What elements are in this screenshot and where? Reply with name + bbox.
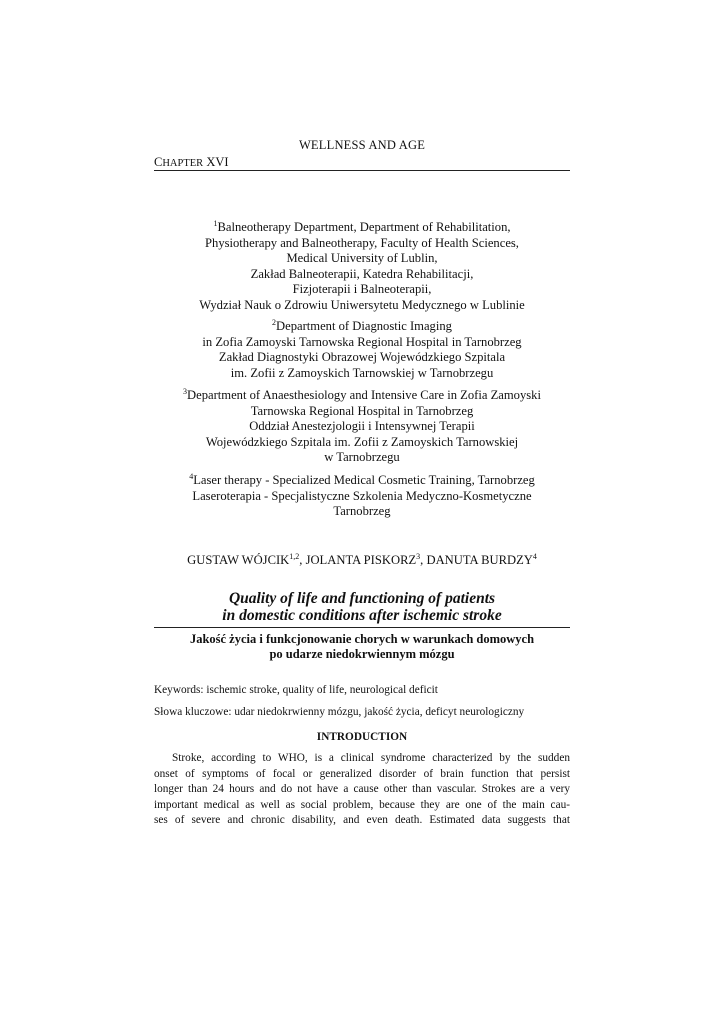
affiliation-marker: 4 <box>189 472 194 481</box>
affiliation-2 <box>154 319 570 381</box>
subtitle-line: po udarze niedokrwiennym mózgu <box>269 647 455 661</box>
affiliation-line: Laseroterapia - Specjalistyczne Szkolenia Medyczno-Kosmetyczne <box>192 488 532 503</box>
affiliation-3 <box>154 388 570 466</box>
affiliation-line: Physiotherapy and Balneotherapy, Faculty of Health Sciences, <box>205 235 519 250</box>
affiliation-line: Oddział Anestezjologii i Intensywnej Terapii <box>249 419 475 433</box>
chapter-number: XVI <box>206 155 229 169</box>
paragraph-line: onset of symptoms of focal or generalized disorder of brain function that persist <box>154 767 570 780</box>
paragraph-line: important medical as well as social problem, because they are one of the main cau- <box>154 798 570 811</box>
title-rule <box>154 627 570 628</box>
title-line: Quality of life and functioning of patients <box>228 590 496 607</box>
paragraph-line: longer than 24 hours and do not have a cause other than vascular. Strokes are a very <box>154 783 570 796</box>
author-list <box>154 553 570 568</box>
affiliation-marker: 1 <box>213 219 218 228</box>
keywords-polish: Słowa kluczowe: udar niedokrwienny mózgu, jakość życia, deficyt neurologiczny <box>154 706 525 718</box>
running-title: WELLNESS AND AGE <box>298 138 426 152</box>
affiliation-line: in Zofia Zamoyski Tarnowska Regional Hospital in Tarnobrzeg <box>202 334 522 349</box>
affiliation-4 <box>154 473 570 520</box>
author-name: GUSTAW WÓJCIK <box>187 553 290 567</box>
chapter-initial: C <box>154 155 163 169</box>
affiliation-line: Medical University of Lublin, <box>286 251 438 265</box>
paragraph-line: Stroke, according to WHO, is a clinical syndrome characterized by the sudden <box>172 752 570 764</box>
keywords-english: Keywords: ischemic stroke, quality of life, neurological deficit <box>154 684 438 696</box>
affiliation-line: Zakład Diagnostyki Obrazowej Wojewódzkiego Szpitala <box>218 350 506 364</box>
subtitle-line: Jakość życia i funkcjonowanie chorych w warunkach domowych <box>189 632 535 646</box>
affiliation-line: w Tarnobrzegu <box>324 450 400 464</box>
chapter-word: HAPTER <box>162 158 204 169</box>
affiliation-1 <box>154 220 570 313</box>
affiliation-line: Tarnowska Regional Hospital in Tarnobrzeg <box>250 403 474 418</box>
affiliation-line: Tarnobrzeg <box>333 504 391 518</box>
affiliation-line: Wydział Nauk o Zdrowiu Uniwersytetu Medycznego w Lublinie <box>199 297 525 312</box>
author-separator: , <box>299 553 306 567</box>
author-name: DANUTA BURDZY <box>426 553 533 567</box>
affiliation-marker: 3 <box>183 387 188 396</box>
author-name: JOLANTA PISKORZ <box>305 553 417 567</box>
section-heading: INTRODUCTION <box>316 731 408 743</box>
author-affiliation-marker: 4 <box>532 552 537 561</box>
body-paragraph <box>154 751 570 829</box>
title-line: in domestic conditions after ischemic stroke <box>222 607 502 624</box>
affiliation-line: Wojewódzkiego Szpitala im. Zofii z Zamoyskich Tarnowskiej <box>205 434 519 449</box>
affiliation-line: Fizjoterapii i Balneoterapii, <box>292 282 432 296</box>
author-separator: , <box>420 553 427 567</box>
paragraph-line: ses of severe and chronic disability, and even death. Estimated data suggests that <box>154 814 570 827</box>
header-rule <box>154 170 570 171</box>
affiliation-line: $^1$Balneotherapy Department, Department of Rehabilitation, <box>213 219 511 234</box>
article-title <box>154 590 570 624</box>
affiliation-marker: 2 <box>272 318 277 327</box>
chapter-label <box>154 155 229 170</box>
affiliation-line: $^4$Laser therapy - Specialized Medical Cosmetic Training, Tarnobrzeg <box>189 472 535 487</box>
article-subtitle <box>154 632 570 662</box>
affiliation-line: $^3$Department of Anaesthesiology and Intensive Care in Zofia Zamoyski <box>183 387 541 402</box>
author-affiliation-marker: 3 <box>416 552 421 561</box>
affiliation-line: Zakład Balneoterapii, Katedra Rehabilitacji, <box>250 266 474 281</box>
affiliation-line: im. Zofii z Zamoyskich Tarnowskiej w Tarnobrzegu <box>230 365 494 380</box>
author-affiliation-marker: 1,2 <box>289 552 300 561</box>
affiliation-line: $^2$Department of Diagnostic Imaging <box>272 318 452 333</box>
